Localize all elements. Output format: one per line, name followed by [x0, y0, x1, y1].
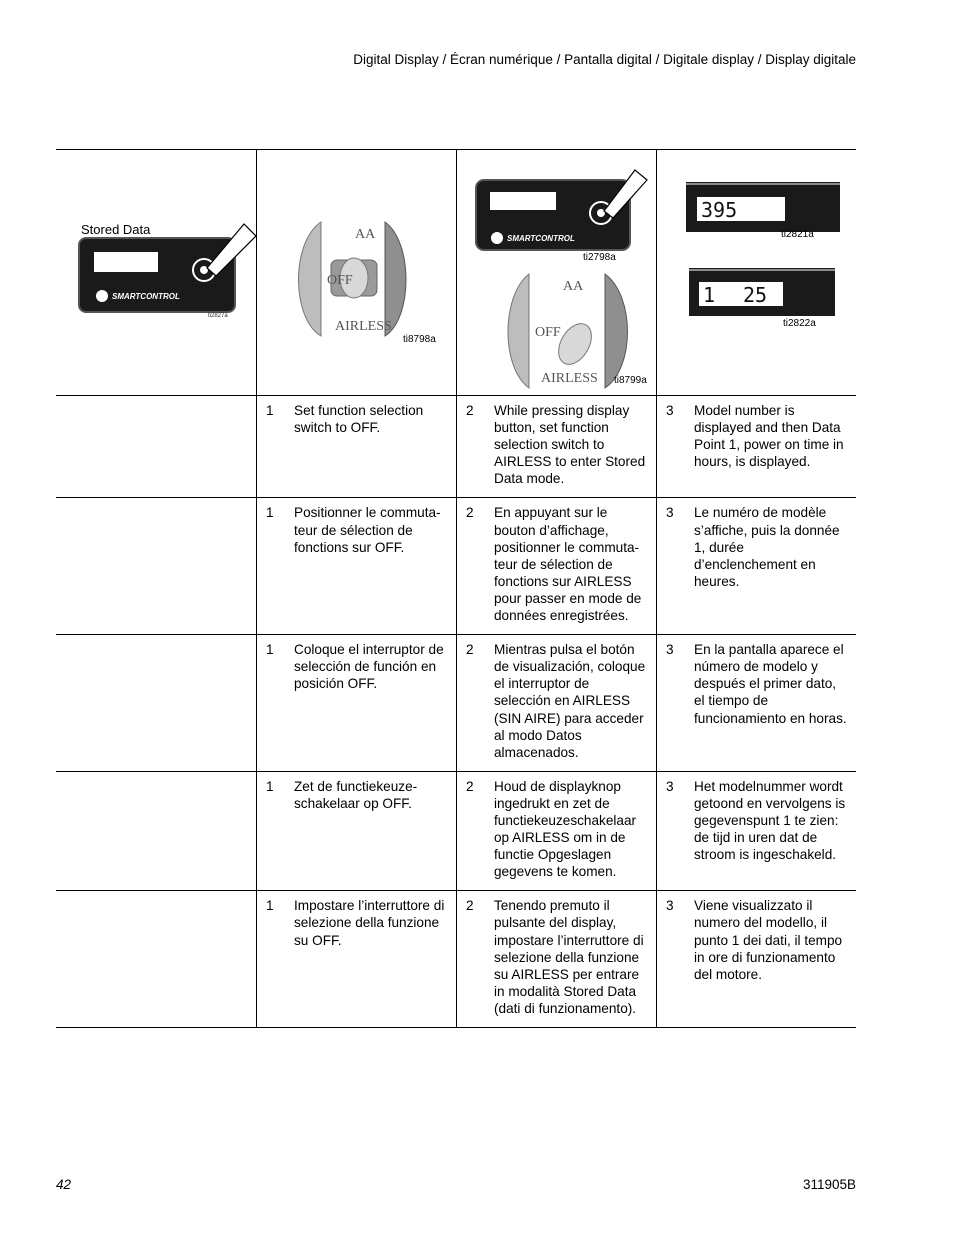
figure-stored-data: [56, 150, 256, 395]
step-number: 2: [466, 778, 474, 794]
step-text: Le numéro de modèle s’affiche, puis la donnée 1, durée d’enclenchement en heures.: [694, 505, 840, 589]
instruction-table: [56, 149, 856, 1028]
step-text: Viene visualizzato il numero del modello, il punto 1 dei dati, il tempo in ore di funzionamento del motore.: [694, 898, 843, 982]
figure-caption: ti2798a: [583, 252, 616, 263]
step-1: [257, 635, 456, 702]
switch-label-off: OFF: [535, 325, 561, 340]
step-text: En la pantalla aparece el número de modelo y después el primer dato, el tiempo de funcionamiento en horas.: [694, 642, 847, 726]
step-text: Houd de displayknop ingedrukt en zet de functiekeuzeschakelaar op AIRLESS om in de functie Opgeslagen gegevens te komen.: [494, 778, 637, 880]
step-row-dutch: [56, 772, 856, 892]
switch-off-illustration: [257, 150, 457, 395]
press-and-switch-illustration: [457, 150, 657, 395]
step-row-spanish: [56, 635, 856, 772]
step-number: 3: [666, 898, 674, 914]
step-number: 1: [266, 642, 274, 658]
step-row-french: [56, 498, 856, 635]
step-2: [457, 498, 656, 634]
step-1: [257, 772, 456, 822]
display-value-hours: 25: [743, 283, 768, 307]
step-row-spacer: [56, 635, 256, 771]
step-number: 1: [266, 403, 274, 418]
step-number: 2: [466, 505, 474, 521]
step-number: 3: [666, 642, 674, 658]
switch-label-airless: AIRLESS: [335, 319, 392, 334]
step-text: Tenendo premuto il pulsante del display, impostare l’interruttore di selezione della funzione su AIRLESS per entrare in modalità Stored Data (dati di funzionamento).: [494, 898, 644, 1016]
step-text: Coloque el interruptor de selección de función en posición OFF.: [294, 642, 444, 692]
brand-label: SMARTCONTROL: [112, 292, 180, 301]
figure-caption: ti2822a: [783, 318, 816, 329]
step-text: Mientras pulsa el botón de visualización, coloque el interruptor de selección en AIRLESS (SIN AIRE) para acceder al modo Datos almacenados.: [494, 642, 646, 760]
step-3: [657, 396, 856, 480]
document-number: 311905B: [802, 1177, 856, 1192]
step-row-italian: [56, 891, 856, 1028]
step-1: [257, 396, 456, 446]
switch-label-airless: AIRLESS: [541, 371, 598, 386]
display-readings-illustration: [657, 150, 857, 395]
switch-label-aa: AA: [355, 227, 376, 242]
step-number: 3: [666, 778, 674, 794]
figure-caption: ti2821a: [781, 229, 814, 240]
step-number: 2: [466, 898, 474, 914]
step-2: [457, 396, 656, 497]
switch-label-off: OFF: [327, 273, 353, 288]
step-text: En appuyant sur le bouton d’affichage, positionner le commuta-teur de sélection de fonctions sur AIRLESS pour passer en mode de données enregistrées.: [494, 505, 642, 624]
step-1: [257, 498, 456, 565]
step-row-spacer: [56, 396, 256, 497]
step-2: [457, 635, 656, 771]
figure-press-and-switch: [456, 150, 656, 395]
step-number: 1: [266, 898, 274, 914]
graco-logo-icon: [96, 290, 108, 302]
control-panel-illustration: [56, 150, 256, 395]
step-text: Positionner le commuta-teur de sélection de fonctions sur OFF.: [294, 505, 441, 555]
graco-logo-icon: [491, 232, 503, 244]
step-3: [657, 498, 856, 599]
step-text: Zet de functiekeuze-schakelaar op OFF.: [294, 778, 418, 811]
step-number: 3: [666, 505, 674, 521]
step-number: 2: [466, 642, 474, 658]
step-3: [657, 635, 856, 736]
switch-plate-left: [508, 274, 529, 388]
switch-plate-left: [299, 222, 322, 336]
figure-caption: ti8798a: [403, 334, 436, 345]
display-value-point: 1: [703, 283, 716, 307]
step-text: Model number is displayed and then Data Point 1, power on time in hours, is displayed.: [694, 403, 844, 470]
step-3: [657, 772, 856, 873]
stored-data-label: Stored Data: [81, 222, 151, 237]
step-3: [657, 891, 856, 992]
step-2: [457, 891, 656, 1027]
switch-plate-right: [605, 274, 628, 388]
display-value-model: 395: [701, 198, 738, 222]
page-number: 42: [56, 1177, 72, 1192]
figure-switch-off: [256, 150, 456, 395]
step-text: Impostare l’interruttore di selezione della funzione su OFF.: [294, 898, 445, 948]
brand-label: SMARTCONTROL: [507, 234, 575, 243]
figure-row: [56, 150, 856, 396]
step-row-spacer: [56, 498, 256, 634]
switch-label-aa: AA: [563, 279, 584, 294]
step-number: 1: [266, 505, 274, 521]
step-row-spacer: [56, 891, 256, 1027]
figure-caption: ti8799a: [614, 375, 647, 386]
display-window: [490, 192, 556, 210]
step-row-english: [56, 396, 856, 498]
step-text: Het modelnummer wordt getoond en vervolgens is gegevenspunt 1 te zien: de tijd in uren dat de stroom is ingeschakeld.: [694, 778, 846, 863]
step-text: Set function selection switch to OFF.: [294, 403, 424, 436]
step-number: 2: [466, 403, 474, 418]
figure-display-readings: [656, 150, 856, 395]
step-2: [457, 772, 656, 891]
step-1: [257, 891, 456, 958]
step-text: While pressing display button, set function selection switch to AIRLESS to enter Stored Data mode.: [494, 403, 646, 487]
figure-caption: ti2827a: [208, 313, 228, 319]
step-number: 1: [266, 778, 274, 794]
display-window: [94, 252, 158, 272]
step-number: 3: [666, 403, 674, 418]
page-header: Digital Display / Écran numérique / Pantalla digital / Digitale display / Display digitale: [353, 52, 856, 67]
step-row-spacer: [56, 772, 256, 891]
